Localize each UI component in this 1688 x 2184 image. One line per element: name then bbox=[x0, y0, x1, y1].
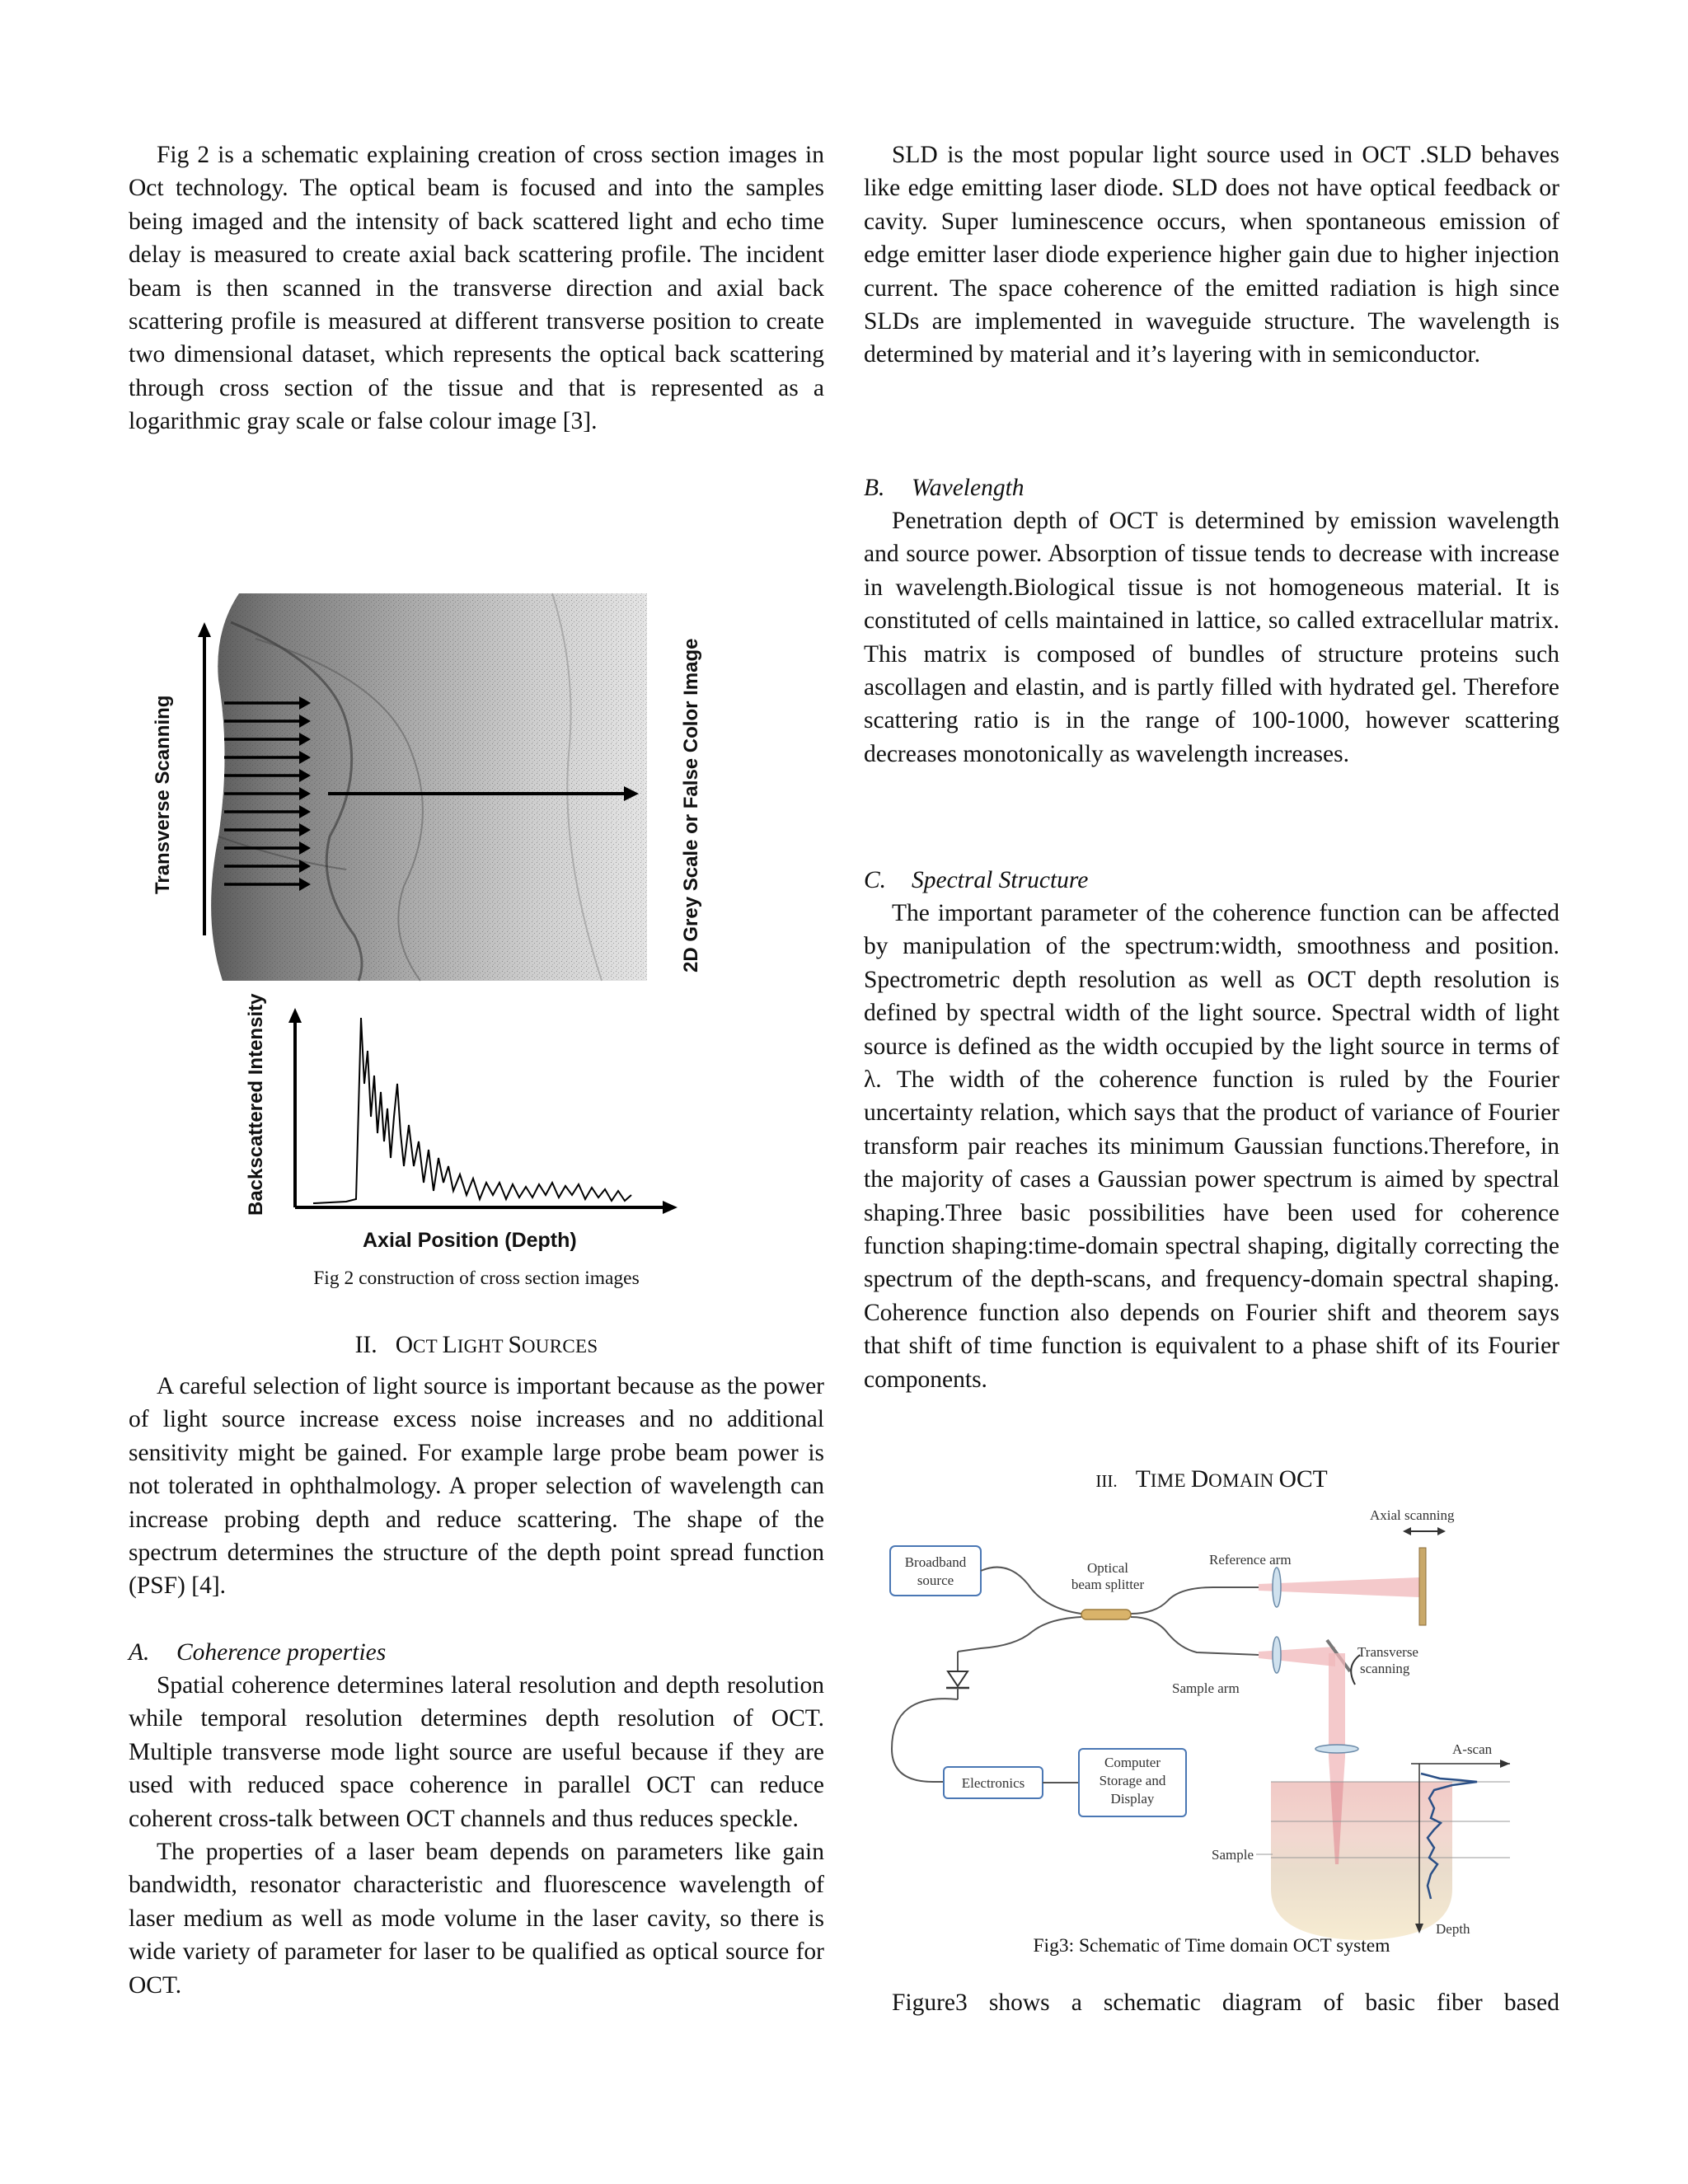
subsection-a-label: A. bbox=[129, 1639, 150, 1666]
left-column bbox=[129, 138, 824, 438]
subsection-c-heading bbox=[864, 864, 1559, 897]
section-3-number: III. bbox=[1095, 1471, 1118, 1491]
section-2-s: S bbox=[508, 1332, 522, 1358]
optical-label-1: Optical bbox=[1086, 1560, 1129, 1576]
detector-diode bbox=[948, 1671, 968, 1686]
axial-scanning-label: Axial scanning bbox=[1370, 1507, 1455, 1523]
a-scan-label: A-scan bbox=[1452, 1741, 1493, 1757]
figure-3-caption: Fig3: Schematic of Time domain OCT system bbox=[1033, 1935, 1390, 1957]
2d-image-label: 2D Grey Scale or False Color Image bbox=[680, 638, 702, 972]
reference-arm-label: Reference arm bbox=[1209, 1552, 1292, 1568]
sample-arm-beam bbox=[1259, 1647, 1335, 1666]
subsection-c-body bbox=[864, 897, 1559, 1396]
subsection-a-paragraph-2: The properties of a laser beam depends on parameters like gain bandwidth, resonator characteristic and fluorescence wavelength of laser medium as well as mode volume in the laser cavity, so there is wide variety of parameter for laser to be qualified as optical source for OCT. bbox=[129, 1839, 824, 1999]
broadband-source-label-1: Broadband bbox=[904, 1554, 967, 1570]
transverse-scanning-label: Transverse Scanning bbox=[152, 695, 174, 894]
subsection-c-label: C. bbox=[864, 867, 887, 893]
reference-lens bbox=[1273, 1568, 1281, 1607]
beam-splitter bbox=[1081, 1610, 1131, 1619]
section-3-d: D bbox=[1190, 1466, 1209, 1493]
subsection-c-paragraph: The important parameter of the coherence function can be affected by manipulation of the spectrum:width, smoothness and position. Spectrometric depth resolution as well as OCT depth resolution is defined by spectral width of the light source. Spectral width of light source is defined as the width occupied by the light source in terms of λ. The width of the coherence function is ruled by the Fourier uncertainty relation, which says that the product of variance of Fourier transform pair reaches its minimum Gaussian functions.Therefore, in the majority of cases a Gaussian power spectrum is aimed by spectral shaping.Three basic possibilities have been used for coherence function shaping:time-domain spectral shaping, digitally correcting the spectrum of the depth-scans, and frequency-domain spectral shaping. Coherence function also depends on Fourier shift and theorem says that shift of time function is equivalent to a phase shift of its Fourier components. bbox=[864, 900, 1559, 1393]
sample-arm-lens bbox=[1273, 1637, 1281, 1673]
optical-label-2: beam splitter bbox=[1071, 1577, 1145, 1592]
computer-label-2: Storage and bbox=[1099, 1773, 1166, 1788]
subsection-a-title: Coherence properties bbox=[176, 1639, 387, 1666]
section-3-heading bbox=[864, 1463, 1559, 1497]
section-2-paragraph: A careful selection of light source is important because as the power of light source increase excess noise increases and no additional sensitivity might be gained. For example large probe beam power is not tolerated in ophthalmology. A proper selection of wavelength can increase probing depth and reduce scattering. The shape of the spectrum determines the structure of the depth point spread function (PSF) [4]. bbox=[129, 1373, 824, 1600]
section-2-ct: CT bbox=[413, 1336, 443, 1357]
transverse-label-1: Transverse bbox=[1357, 1644, 1418, 1660]
sample-arm-label: Sample arm bbox=[1172, 1680, 1240, 1696]
subsection-b-title: Wavelength bbox=[912, 475, 1025, 501]
tissue-cross-section-image bbox=[211, 593, 647, 981]
intro-paragraph: Fig 2 is a schematic explaining creation of cross section images in Oct technology. The optical beam is focused and into the samples being imaged and the intensity of back scattered light and echo time delay is measured to create axial back scattering profile. The incident beam is then scanned in the transverse direction and axial back scattering profile is measured at different transverse position to create two dimensional dataset, which represents the optical back scattering through cross section of the tissue and that is represented as a logarithmic gray scale or false colour image [3]. bbox=[129, 142, 824, 435]
section-3-t: T bbox=[1135, 1466, 1151, 1493]
section-2-heading bbox=[129, 1329, 824, 1363]
right-column bbox=[864, 138, 1559, 372]
section-2-number: II. bbox=[354, 1332, 377, 1358]
section-2-ight: IGHT bbox=[457, 1336, 509, 1357]
subsection-b-label: B. bbox=[864, 475, 885, 501]
depth-label: Depth bbox=[1436, 1921, 1470, 1937]
section-3-oct: OCT bbox=[1278, 1466, 1328, 1493]
transverse-label-2: scanning bbox=[1360, 1661, 1410, 1676]
backscattered-intensity-label: Backscattered Intensity bbox=[245, 993, 267, 1216]
computer-label-3: Display bbox=[1110, 1791, 1155, 1807]
sample-tissue bbox=[1271, 1782, 1452, 1940]
subsection-a-heading bbox=[129, 1636, 824, 1669]
subsection-b-body bbox=[864, 504, 1559, 771]
axial-position-label: Axial Position (Depth) bbox=[363, 1229, 577, 1252]
sld-paragraph: SLD is the most popular light source used in OCT .SLD behaves like edge emitting laser diode. SLD does not have optical feedback or cavity. Super luminescence occurs, when spontaneous emission of edge emitter laser diode experience higher gain due to higher injection current. The space coherence of the emitted radiation is high since SLDs are implemented in waveguide structure. The wavelength is determined by material and it’s layering with in semiconductor. bbox=[864, 142, 1559, 368]
section-2-o: O bbox=[395, 1332, 414, 1358]
subsection-c-title: Spectral Structure bbox=[912, 867, 1089, 893]
subsection-b-paragraph: Penetration depth of OCT is determined by emission wavelength and source power. Absorption of tissue tends to decrease with increase in wavelength.Biological tissue is not homogeneous material. It is constituted of cells maintained in lattice, so called extracellular matrix. This matrix is composed of bundles of structure proteins such ascollagen and elastin, and is partly filled with hydrated gel. Therefore scattering ratio is in the range of 100-1000, however scattering decreases monotonically as wavelength increases. bbox=[864, 508, 1559, 767]
subsection-a-body bbox=[129, 1669, 824, 2002]
subsection-b-heading bbox=[864, 471, 1559, 504]
section-3-ime: IME bbox=[1150, 1470, 1191, 1491]
reference-mirror bbox=[1419, 1548, 1426, 1625]
subsection-a-paragraph-1: Spatial coherence determines lateral resolution and depth resolution while temporal resolution determines depth resolution of OCT. Multiple transverse mode light source are useful because if they are used with reduced space coherence in parallel OCT can reduce coherent cross-talk between OCT channels and thus reduces speckle. bbox=[129, 1672, 824, 1832]
objective-lens bbox=[1315, 1745, 1358, 1753]
section-3-omain: OMAIN bbox=[1208, 1470, 1279, 1491]
broadband-source-label-2: source bbox=[917, 1572, 954, 1588]
broadband-source-box bbox=[890, 1546, 981, 1596]
reference-beam bbox=[1259, 1577, 1419, 1597]
backscatter-intensity-trace bbox=[313, 1018, 631, 1203]
figure-2-caption: Fig 2 construction of cross section images bbox=[313, 1268, 640, 1289]
figure-3-schematic bbox=[884, 1502, 1510, 1943]
section-2-body bbox=[129, 1370, 824, 1603]
section-2-l: L bbox=[442, 1332, 457, 1358]
final-paragraph-block bbox=[864, 1986, 1559, 2019]
figure-2-schematic bbox=[140, 589, 717, 1265]
sample-label: Sample bbox=[1212, 1847, 1254, 1863]
final-paragraph: Figure3 shows a schematic diagram of basic fiber based bbox=[892, 1990, 1559, 2016]
section-2-ources: OURCES bbox=[521, 1336, 598, 1357]
electronics-label: Electronics bbox=[961, 1775, 1025, 1791]
computer-label-1: Computer bbox=[1104, 1755, 1160, 1770]
